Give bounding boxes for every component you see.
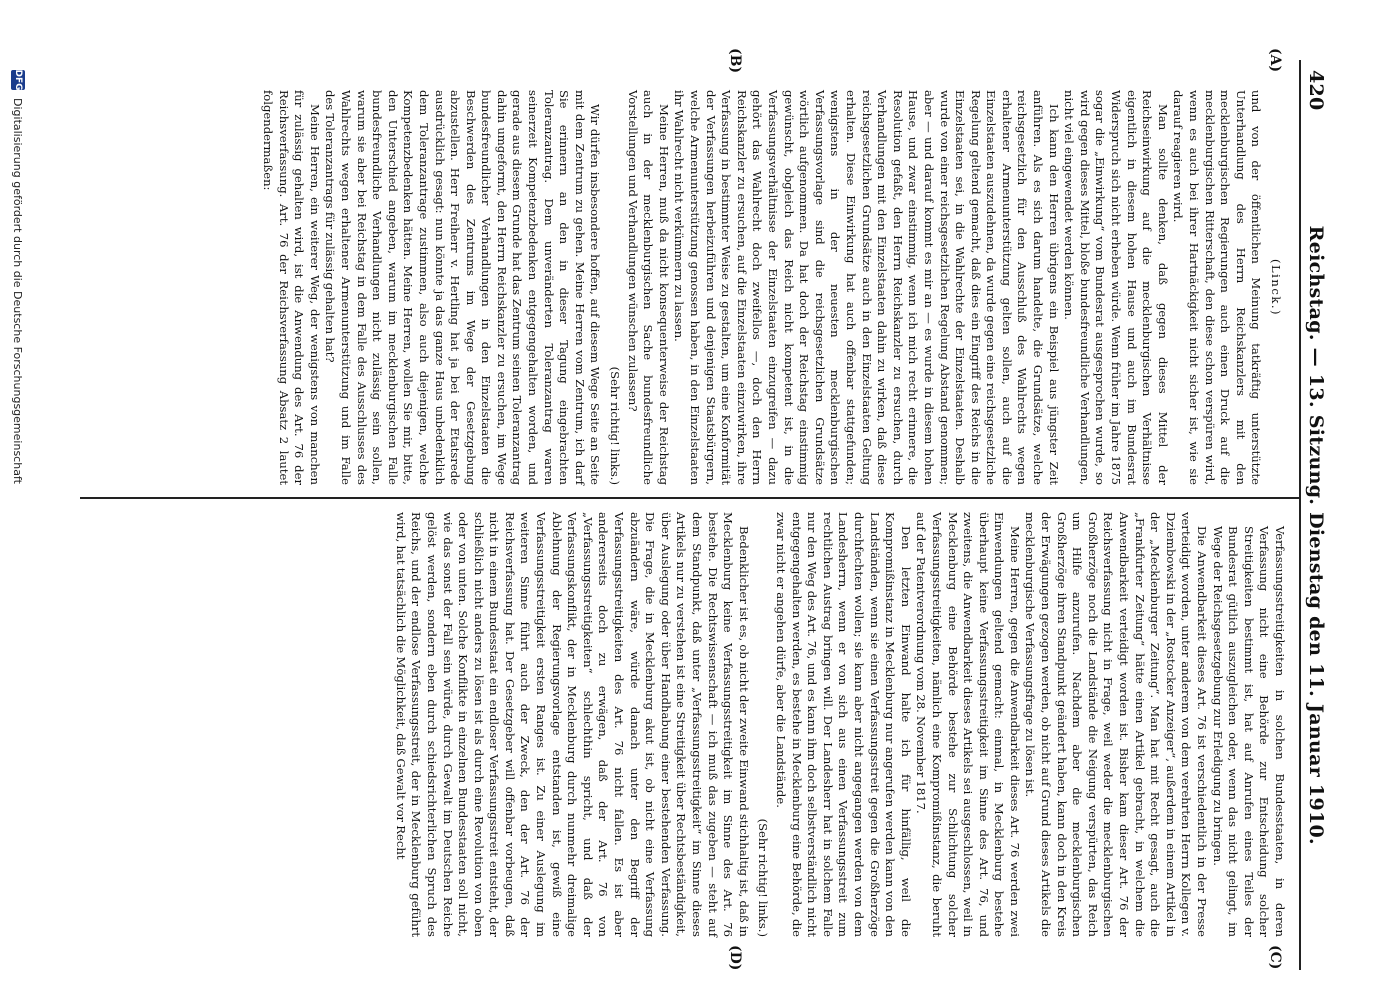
header-rule	[1299, 60, 1301, 970]
speaker-tag: (Linck.)	[1269, 258, 1283, 317]
paragraph: Ich kann den Herren übrigens ein Beispiel aus jüngster Zeit anführen. Als es sich darum handelte, die Grundsätze, welche reichsgesetzlich für den Ausschluß des Wahlrechts wegen erhaltener Armenunterstützung gelten sollen, auch auf die Einzelstaaten auszudehnen, da wurde gegen eine reichsgesetzliche Regelung geltend gemacht, daß dies ein Eingriff des Reichs in die Einzelstaaten sei, in die Wahlrechte der Einzelstaaten. Deshalb wurde von einer reichsgesetzlichen Regelung Abstand genommen; aber — und darauf kommt es mir an — es wurde in diesem hohen Hause, und zwar einstimmig, wenn ich mich recht erinnere, die Resolution gefaßt, den Herrn Reichskanzler zu ersuchen, durch Verhandlungen mit den Einzelstaaten dahin zu wirken, daß diese reichsgesetzlichen Grundsätze auch in den Einzelstaaten Geltung erhalten. Diese Einwirkung hat auch offenbar stattgefunden; wenigstens in der neuesten mecklenburgischen Verfassungsvorlage sind die reichsgesetzlichen Grundsätze wörtlich aufgenommen. Da hat doch der Reichstag einstimmig gewünscht, obgleich das Reich nicht kompetent ist, in die Verfassungsverhältnisse der Einzelstaaten einzugreifen — dazu gehört das Wahlrecht doch zweifellos —, doch den Herrn Reichskanzler zu ersuchen, auf die Einzelstaaten einzuwirken, ihre Verfassung in bestimmter Weise zu gestalten, um eine Konformität der Verfassungen herbeizuführen und denjenigen Staatsbürgern, welche Armenunterstützung genossen haben, in den Einzelstaaten ihr Wahlrecht nicht verkümmern zu lassen.	[672, 90, 1061, 485]
paragraph: Meine Herren, ein weiterer Weg, der wenigstens von manchen für zulässig gehalten wird, ist die Anwendung des Art. 76 der Reichsverfassung. Art. 76 der Reichsverfassung Absatz 2 lautet folgendermaßen:	[261, 90, 322, 485]
interjection: (Sehr richtig! links.)	[608, 366, 623, 485]
right-column	[392, 512, 1287, 937]
paragraph: Man sollte denken, daß gegen dieses Mittel der Reichseinwirkung auf die mecklenburgischen Verhältnisse eigentlich in diesem hohen Hause und auch im Bundesrat Widerspruch sich nicht erheben würde. Wenn früher im Jahre 1875 sogar die „Einwirkung“ vom Bundesrat ausgesprochen wurde, so wird gegen dieses Mittel, bloße bundesfreundliche Verhandlungen, nicht viel eingewendet werden können.	[1062, 90, 1170, 485]
page-header	[1305, 70, 1335, 960]
margin-marker-c: (C)	[1267, 945, 1283, 970]
paragraph: Meine Herren, muß da nicht konsequenterweise der Reichstag auch in der mecklenburgischen Sache bundesfreundliche Vorstellungen und Verhandlungen wünschen zulassen?	[625, 90, 671, 485]
footer-credit	[4, 70, 32, 970]
credit-text: Digitalisierung gefördert durch die Deutsche Forschungsgemeinschaft	[11, 98, 25, 484]
column-rule	[80, 497, 1301, 499]
margin-marker-b: (B)	[727, 48, 743, 74]
left-column	[259, 90, 1287, 485]
margin-marker-d: (D)	[727, 945, 743, 971]
margin-marker-a: (A)	[1267, 48, 1283, 73]
interjection: (Sehr richtig! links.)	[756, 818, 771, 937]
page-number: 420	[1305, 70, 1327, 111]
paragraph: Bedenklicher ist es, ob nicht der zweite Einwand stichhaltig ist, daß in Mecklenburg keine Verfassungsstreitigkeit im Sinne des Art. 76 bestehe. Die Rechtswissenschaft — ich muß das zugeben — steht auf dem Standpunkt, daß unter „Verfassungsstreitigkeit“ im Sinne dieses Artikels nur zu verstehen ist eine Streitigkeit über Rechtsbeständigkeit, über Auslegung oder über Handhabung einer bestehenden Verfassung. Die Frage, die in Mecklenburg akut ist, ob nicht eine Verfassung abzuändern wäre, würde danach unter den Begriff der Verfassungsstreitigkeiten des Art. 76 nicht fallen. Es ist aber andererseits doch zu erwägen, daß der Art. 76 von „Verfassungsstreitigkeiten“ schlechthin spricht, und daß der Verfassungskonflikt, der in Mecklenburg durch nunmehr dreimalige Ablehnung der Regierungsvorlage entstanden ist, gewiß eine Verfassungsstreitigkeit ersten Ranges ist. Zu einer Auslegung im weiteren Sinne führt auch der Zweck, den der Art. 76 der Reichsverfassung hat. Der Gesetzgeber will offenbar vorbeugen, daß nicht in einem Bundesstaat ein endloser Verfassungsstreit entsteht, der schließlich nicht anders zu lösen ist als durch eine Revolution von oben oder von unten. Solche Konflikte in einzelnen Bundesstaaten soll nicht, wie das sonst der Fall sein würde, durch Gewalt im Deutschen Reiche gelöst werden, sondern eben durch schiedsrichterlichen Spruch des Reichs, und der endlose Verfassungsstreit, der in Mecklenburg geführt wird, hat tatsächlich die Möglichkeit, daß Gewalt vor Recht	[393, 512, 751, 937]
paragraph: Den letzten Einwand halte ich für hinfällig, weil die Kompromißinstanz in Mecklenburg nur angerufen werden kann von den Landständen, wenn sie einen Verfassungsstreit gegen die Großherzöge durchfechten wollen; sie kann aber nicht angegangen werden von dem Landesherrn, wenn er von sich aus einen Verfassungsstreit zum rechtlichen Austrag bringen will. Der Landesherr hat in solchem Falle nur den Weg des Art. 76, und es kann ihm doch selbstverständlich nicht entgegengehalten werden, es bestehe in Mecklenburg eine Behörde, die zwar nicht er angehen dürfe, aber die Landstände.	[774, 512, 913, 937]
paragraph: Die Anwendbarkeit dieses Art. 76 ist verschiedentlich in der Presse verteidigt worden, unter anderem von dem verehrten Herrn Kollegen v. Dziembowski in der „Rostocker Anzeiger“, außerdem in einem Artikel in der „Mecklenburger Zeitung“. Man hat mit Recht gesagt, auch die „Frankfurter Zeitung“ hätte einen Artikel gebracht, in welchem die Anwendbarkeit verteidigt worden ist. Bisher kam dieser Art. 76 der Reichsverfassung nicht in Frage, weil weder die mecklenburgischen Großherzöge noch die Landstände die Neigung verspürten, das Reich um Hilfe anzurufen. Nachdem aber die mecklenburgischen Großherzöge ihren Standpunkt geändert haben, kann doch in den Kreis der Erwägungen gezogen werden, ob nicht auf Grund dieses Artikels die mecklenburgische Verfassungsfrage zu lösen ist.	[1023, 512, 1210, 937]
quotation: Verfassungsstreitigkeiten in solchen Bundesstaaten, in deren Verfassung nicht eine Behörde zur Entscheidung solcher Streitigkeiten bestimmt ist, hat auf Anrufen eines Teiles der Bundesrat gütlich auszugleichen oder, wenn das nicht gelingt, im Wege der Reichsgesetzgebung zur Erledigung zu bringen.	[1210, 526, 1287, 937]
dfg-logo-icon: DFG	[13, 69, 23, 91]
paragraph: Meine Herren, gegen die Anwendbarkeit dieses Art. 76 werden zwei Einwendungen geltend gemacht: einmal, in Mecklenburg bestehe überhaupt keine Verfassungsstreitigkeit im Sinne des Art. 76, und zweitens, die Anwendbarkeit dieses Artikels sei ausgeschlossen, weil in Mecklenburg eine Behörde bestehe zur Schlichtung solcher Verfassungsstreitigkeiten, nämlich eine Kompromißinstanz, die beruht auf der Patentverordnung vom 28. November 1817.	[914, 512, 1022, 937]
page-title: Reichstag. — 13. Sitzung. Dienstag den 11. Januar 1910.	[1305, 225, 1327, 845]
paragraph: und von der öffentlichen Meinung tatkräftig unterstützte Unterhandlung des Herrn Reichskanzlers mit den mecklenburgischen Regierungen auch einen Druck auf die mecklenburgischen Ritterschaft, den diese schon verspüren wird, wenn es auch bei ihrer Hartnäckigkeit nicht sicher ist, wie sie darauf reagieren wird.	[1171, 90, 1264, 485]
paragraph: Wir dürfen insbesondere hoffen, auf diesem Wege Seite an Seite mit dem Zentrum zu gehen. Meine Herren vom Zentrum, ich darf Sie erinnern an den in dieser Tagung eingebrachten Toleranzantrag. Dem unveränderten Toleranzantrag waren seinerzeit Kompetenzbedenken entgegengehalten worden, und gerade aus diesem Grunde hat das Zentrum seinen Toleranzantrag dahin umgeformt, den Herrn Reichskanzler zu ersuchen, im Wege bundesfreundlicher Verhandlungen in den Einzelstaaten die Beschwerden des Zentrums im Wege der Gesetzgebung abzustellen. Herr Freiherr v. Hertling hat ja bei der Etatsrede ausdrücklich gesagt: nun könnte ja das ganze Haus unbedenklich dem Toleranzantrage zustimmen, also auch diejenigen, welche Kompetenzbedenken hätten. Meine Herren, wollen Sie mir, bitte, den Unterschied angeben, warum im mecklenburgischen Falle bundesfreundliche Verhandlungen nicht zulässig sein sollen, warum sie aber bei Reichstag in dem Falle des Ausschlusses des Wahlrechts wegen erhaltener Armenunterstützung und im Falle des Toleranzantrags für zulässig gehalten hat?	[323, 90, 603, 485]
